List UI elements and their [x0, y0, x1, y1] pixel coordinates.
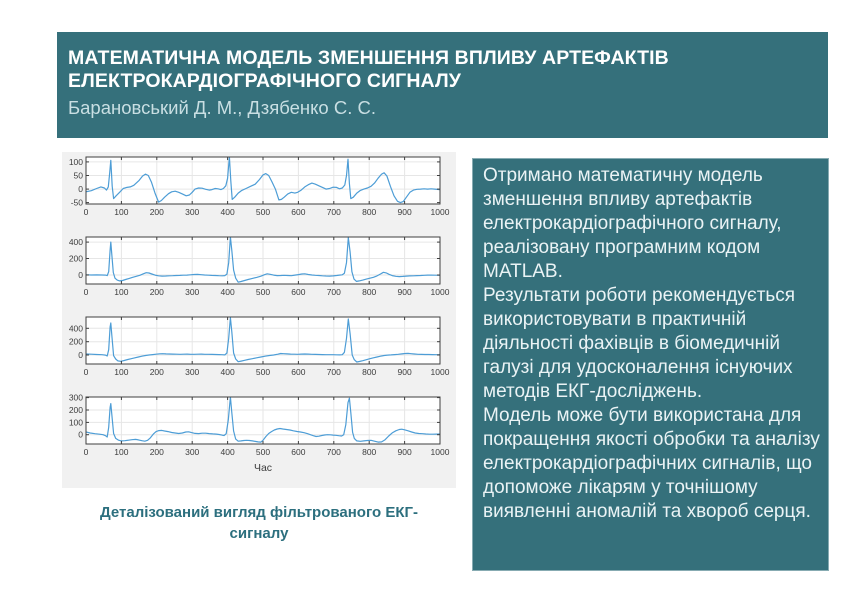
svg-text:1000: 1000	[430, 367, 450, 377]
svg-text:700: 700	[326, 367, 341, 377]
svg-text:900: 900	[397, 287, 412, 297]
svg-text:-50: -50	[70, 197, 83, 208]
svg-text:50: 50	[73, 170, 83, 181]
slide-title-line1: МАТЕМАТИЧНА МОДЕЛЬ ЗМЕНШЕННЯ ВПЛИВУ АРТЕФАКТІВ	[68, 47, 669, 69]
svg-text:400: 400	[220, 367, 235, 377]
ecg-figure	[62, 152, 456, 488]
svg-text:200: 200	[68, 336, 83, 347]
xaxis-label: Час	[253, 462, 273, 474]
svg-text:400: 400	[68, 323, 83, 334]
svg-text:100: 100	[114, 207, 129, 217]
svg-text:800: 800	[362, 447, 377, 457]
svg-text:700: 700	[326, 287, 341, 297]
svg-text:700: 700	[326, 447, 341, 457]
slide-title	[68, 47, 814, 93]
svg-text:600: 600	[291, 287, 306, 297]
svg-text:100: 100	[68, 417, 83, 428]
ecg-subplot	[62, 314, 454, 394]
svg-text:400: 400	[68, 237, 83, 248]
svg-text:800: 800	[362, 207, 377, 217]
svg-text:0: 0	[78, 429, 83, 440]
ecg-figure-plots	[62, 154, 456, 488]
summary-paragraph-1: Отримано математичну модель зменшення впливу артефактів електрокардіографічного сигналу, реалізовану програмним кодом MATLAB.	[483, 165, 782, 282]
svg-text:200: 200	[149, 447, 164, 457]
svg-text:1000: 1000	[430, 207, 450, 217]
svg-text:500: 500	[255, 367, 271, 377]
svg-text:200: 200	[149, 207, 164, 217]
svg-text:100: 100	[114, 367, 129, 377]
svg-text:900: 900	[397, 367, 412, 377]
ecg-subplot	[62, 154, 454, 234]
summary-paragraph-3: Модель може бути використана для покращення якості обробки та аналізу електрокардіографічних сигналів, що допоможе лікарям у точнішому виявленні аномалій та хвороб серця.	[483, 405, 820, 522]
svg-text:100: 100	[114, 287, 129, 297]
svg-text:800: 800	[362, 287, 377, 297]
svg-text:400: 400	[220, 447, 235, 457]
svg-text:500: 500	[255, 207, 271, 217]
title-bar	[57, 32, 828, 138]
svg-text:400: 400	[220, 207, 235, 217]
svg-text:600: 600	[291, 367, 306, 377]
svg-text:0: 0	[83, 447, 89, 457]
svg-text:600: 600	[291, 207, 306, 217]
svg-text:500: 500	[255, 447, 271, 457]
svg-text:700: 700	[326, 207, 341, 217]
svg-text:0: 0	[78, 270, 83, 280]
svg-text:300: 300	[185, 207, 200, 217]
svg-text:0: 0	[83, 367, 89, 377]
svg-text:600: 600	[291, 447, 306, 457]
svg-text:200: 200	[68, 405, 83, 415]
slide-authors: Барановський Д. М., Дзябенко С. С.	[68, 97, 376, 118]
svg-text:900: 900	[397, 207, 412, 217]
svg-text:300: 300	[185, 447, 200, 457]
svg-text:0: 0	[78, 350, 83, 360]
svg-text:200: 200	[149, 367, 164, 377]
svg-text:300: 300	[68, 394, 83, 403]
figure-caption: Деталізований вигляд фільтрованого ЕКГ-сигналу	[100, 504, 418, 542]
svg-text:300: 300	[185, 287, 200, 297]
svg-text:200: 200	[149, 287, 164, 297]
svg-text:0: 0	[83, 287, 89, 297]
svg-text:100: 100	[68, 156, 83, 167]
summary-paragraph-2: Результати роботи рекомендується використовувати в практичній діяльності фахівців в біомедичній галузі для удосконалення існуючих методів ЕКГ-досліджень.	[483, 285, 796, 402]
svg-text:100: 100	[114, 447, 129, 457]
svg-text:300: 300	[185, 367, 200, 377]
summary-panel	[472, 158, 829, 571]
ecg-subplot	[62, 234, 454, 314]
svg-text:900: 900	[397, 447, 412, 457]
svg-text:200: 200	[68, 253, 83, 264]
svg-text:400: 400	[220, 287, 235, 297]
svg-text:0: 0	[83, 207, 89, 217]
slide-title-line2: ЕЛЕКТРОКАРДІОГРАФІЧНОГО СИГНАЛУ	[68, 70, 461, 92]
svg-text:500: 500	[255, 287, 271, 297]
svg-text:800: 800	[362, 367, 377, 377]
svg-text:0: 0	[78, 184, 83, 195]
svg-text:1000: 1000	[430, 447, 450, 457]
svg-text:1000: 1000	[430, 287, 450, 297]
ecg-subplot	[62, 394, 454, 488]
